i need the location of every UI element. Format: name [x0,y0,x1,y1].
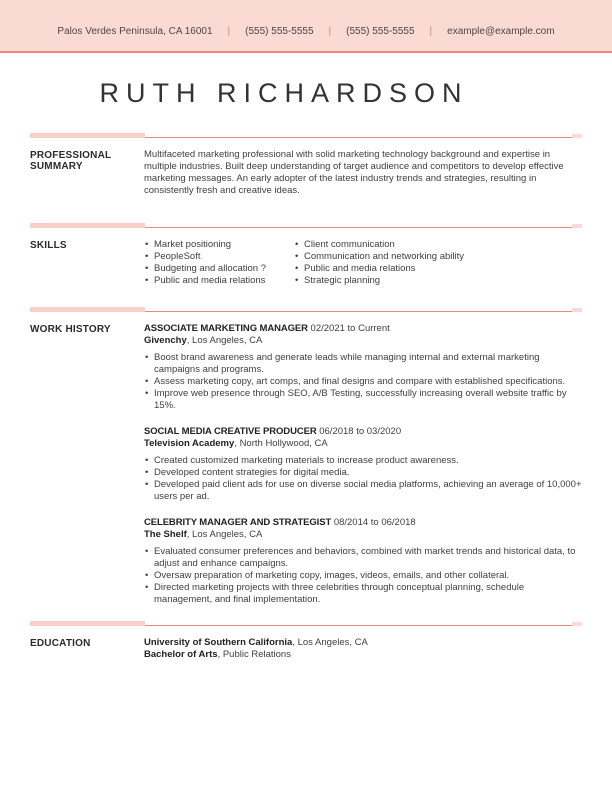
candidate-name: RUTH RICHARDSON [99,78,469,108]
job-bullet: • Improve web presence through SEO, A/B Testing, successfully increasing overall website traffic by 15%. [144,388,582,412]
job-bullets [144,352,582,412]
label-line: WORK HISTORY [30,324,111,335]
section-divider [30,625,582,626]
skill-item: • Public and media relations [294,263,464,275]
skill-item: • Communication and networking ability [294,251,464,263]
job-bullet: • Directed marketing projects with three celebrities through conceptual planning, schedule management, and final implementation. [144,582,582,606]
section-label-professional-summary [30,149,144,197]
skills-column-1 [144,239,294,287]
skill-item: • Budgeting and allocation ? [144,263,294,275]
job-title-line [144,426,582,438]
job-company: Television Academy [144,438,235,449]
contact-phone-1: (555) 555-5555 [245,26,314,37]
skill-item: • PeopleSoft [144,251,294,263]
job-title: SOCIAL MEDIA CREATIVE PRODUCER [144,426,317,437]
contact-separator: | [429,26,433,37]
job-bullet: • Created customized marketing materials to increase product awareness. [144,455,582,467]
contact-phone-2: (555) 555-5555 [346,26,415,37]
job-company-line [144,335,582,347]
section-label-education [30,637,144,661]
section-work-history [30,312,582,606]
section-divider [30,227,582,228]
job-entry [144,517,582,606]
education-field: , Public Relations [217,649,291,660]
job-bullet: • Oversaw preparation of marketing copy, images, videos, emails, and other collateral. [144,570,582,582]
label-line: EDUCATION [30,638,91,649]
skill-item: • Market positioning [144,239,294,251]
section-professional-summary [30,138,582,197]
section-label-work-history [30,323,144,606]
job-company-line [144,438,582,450]
skill-item: • Public and media relations [144,275,294,287]
job-title-line [144,517,582,529]
education-degree: Bachelor of Arts [144,649,218,660]
contact-separator: | [227,26,231,37]
job-location: , Los Angeles, CA [186,529,263,540]
job-title-line [144,323,582,335]
education-school-line [144,637,582,649]
job-bullet: • Evaluated consumer preferences and behaviors, combined with market trends and historical data, to adjust and enhance campaigns. [144,546,582,570]
job-dates: 08/2014 to 06/2018 [333,517,416,528]
education-degree-line [144,649,582,661]
job-bullets [144,455,582,503]
skill-item: • Strategic planning [294,275,464,287]
resume-content [0,137,612,661]
job-bullet: • Developed paid client ads for use on diverse social media platforms, achieving an average of 10,000+ users per ad. [144,479,582,503]
job-company: Givenchy [144,335,187,346]
label-line: SKILLS [30,240,67,251]
summary-text: Multifaceted marketing professional with solid marketing technology background and expertise in multiple industries. Built deep understanding of target audience and competitors to develop effective marketing messages. An early adopter of the latest industry trends and strategies, resulting in consistently fresh and creative ideas. [144,149,564,196]
job-entry [144,323,582,412]
section-label-skills [30,239,144,287]
job-entry [144,426,582,503]
label-line: PROFESSIONAL [30,150,112,161]
job-bullet: • Boost brand awareness and generate leads while managing internal and external marketing campaigns and programs. [144,352,582,376]
contact-email: example@example.com [447,26,555,37]
contact-separator: | [328,26,332,37]
job-bullet: • Developed content strategies for digital media. [144,467,582,479]
job-company: The Shelf [144,529,187,540]
skill-item: • Client communication [294,239,464,251]
job-title: CELEBRITY MANAGER AND STRATEGIST [144,517,332,528]
job-dates: 02/2021 to Current [310,323,390,334]
job-bullets [144,546,582,606]
section-divider [30,311,582,312]
contact-location: Palos Verdes Peninsula, CA 16001 [57,26,213,37]
education-school-location: , Los Angeles, CA [292,637,368,648]
skills-column-2 [294,239,464,287]
job-title: ASSOCIATE MARKETING MANAGER [144,323,308,334]
job-bullet: • Assess marketing copy, art comps, and final designs and compare with established specifications. [144,376,582,388]
label-line: SUMMARY [30,161,83,172]
contact-bar [0,0,612,53]
section-education [30,626,582,661]
job-location: , North Hollywood, CA [234,438,328,449]
job-dates: 06/2018 to 03/2020 [319,426,402,437]
job-location: , Los Angeles, CA [186,335,263,346]
section-divider [30,137,582,138]
education-school: University of Southern California [144,637,293,648]
section-skills [30,228,582,287]
job-company-line [144,529,582,541]
